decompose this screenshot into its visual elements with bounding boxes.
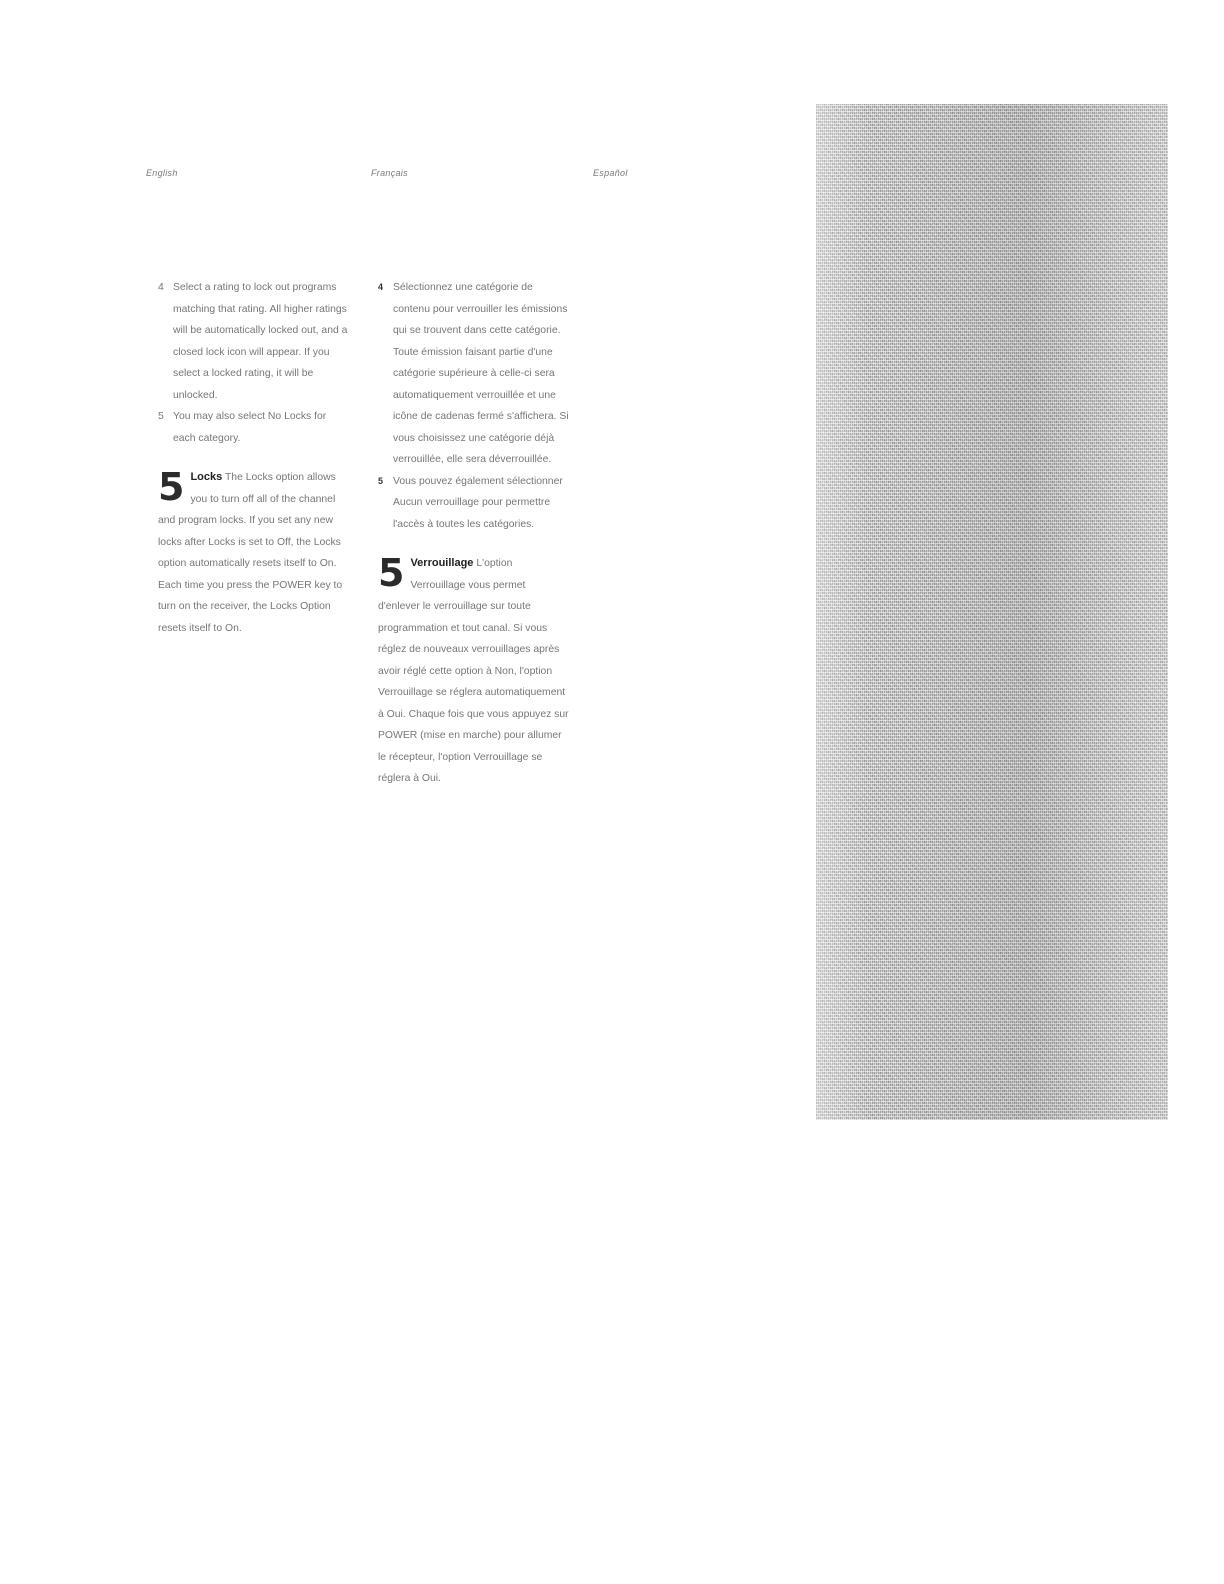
step-text: You may also select No Locks for each category.	[173, 411, 327, 444]
step-number: 4	[158, 282, 164, 293]
section-heading: Verrouillage	[410, 557, 474, 569]
texture-shading	[816, 104, 1168, 1120]
french-verrouillage-section	[378, 553, 570, 790]
french-step-4	[378, 277, 570, 471]
french-step-5	[378, 471, 570, 536]
english-column-heading: English	[146, 168, 178, 178]
section-number: 5	[378, 551, 405, 595]
french-column	[378, 277, 570, 790]
step-text: Vous pouvez également sélectionner Aucun verrouillage pour permettre l'accès à toutes les catégories.	[393, 475, 563, 530]
english-step-4	[158, 277, 348, 406]
section-heading: Locks	[190, 471, 223, 483]
halftone-texture-panel	[816, 104, 1168, 1120]
english-locks-section	[158, 467, 348, 639]
section-text: The Locks option allows you to turn off all of the channel and program locks. If you set any new locks after Locks is set to Off, the Locks option automatically resets itself to On. Each time you press the POWER key to turn on the receiver, the Locks Option resets itself to On.	[158, 472, 343, 634]
spanish-column-heading: Español	[593, 168, 628, 178]
step-text: Select a rating to lock out programs matching that rating. All higher ratings will be automatically locked out, and a closed lock icon will appear. If you select a locked rating, it will be unlocked.	[173, 282, 348, 401]
french-column-heading: Français	[371, 168, 408, 178]
section-text: L'option Verrouillage vous permet d'enlever le verrouillage sur toute programmation et tout canal. Si vous réglez de nouveaux verrouillages après avoir réglé cette option à Non, l'option Verrouillage se réglera automatiquement à Oui. Chaque fois que vous appuyez sur POWER (mise en marche) pour allumer le récepteur, l'option Verrouillage se réglera à Oui.	[378, 558, 569, 784]
english-step-5	[158, 406, 348, 449]
section-number: 5	[158, 465, 185, 509]
step-text: Sélectionnez une catégorie de contenu pour verrouiller les émissions qui se trouvent dans cette catégorie. Toute émission faisant partie d'une catégorie supérieure à celle-ci sera automatiquement verrouillée et une icône de cadenas fermé s'affichera. Si vous choisissez une catégorie déjà verrouillée, elle sera déverrouillée.	[393, 282, 569, 465]
step-number: 4	[378, 282, 384, 292]
step-number: 5	[158, 411, 164, 422]
step-number: 5	[378, 475, 384, 486]
english-column	[158, 277, 348, 639]
